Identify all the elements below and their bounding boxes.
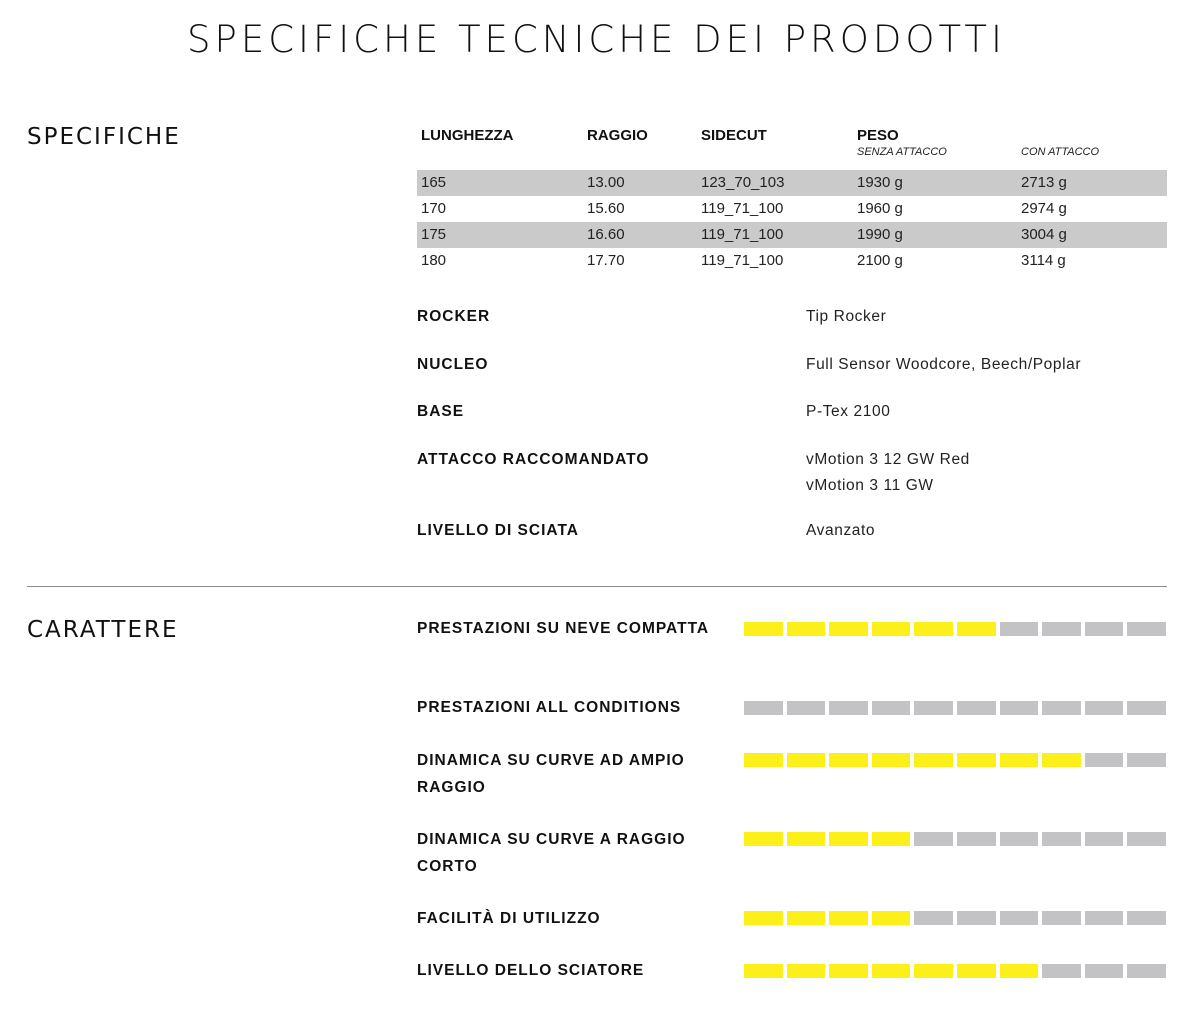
rating-segment bbox=[957, 622, 996, 636]
rating-segment bbox=[829, 753, 868, 767]
rating-segment bbox=[787, 701, 826, 715]
rating-segment bbox=[872, 701, 911, 715]
rating-segment bbox=[1000, 911, 1039, 925]
rating-segment bbox=[1042, 964, 1081, 978]
rating-segment bbox=[1085, 964, 1124, 978]
rating-segment bbox=[1127, 911, 1166, 925]
rating-segment bbox=[957, 753, 996, 767]
cell-peso-senza: 1960 g bbox=[857, 200, 903, 217]
rating-segment bbox=[914, 911, 953, 925]
table-row bbox=[417, 196, 1167, 222]
table-row bbox=[417, 248, 1167, 274]
section-title-carattere: CARATTERE bbox=[27, 617, 179, 643]
cell-peso-senza: 1990 g bbox=[857, 226, 903, 243]
prop-value-livello: Avanzato bbox=[806, 522, 876, 539]
rating-segment bbox=[1042, 832, 1081, 846]
rating-segment bbox=[787, 911, 826, 925]
rating-label-livello-sciatore: LIVELLO DELLO SCIATORE bbox=[417, 962, 645, 979]
rating-segment bbox=[1127, 964, 1166, 978]
header-senza-attacco: SENZA ATTACCO bbox=[857, 146, 947, 158]
rating-segment bbox=[1085, 911, 1124, 925]
rating-segment bbox=[1000, 701, 1039, 715]
rating-segment bbox=[1127, 753, 1166, 767]
cell-sidecut: 119_71_100 bbox=[701, 252, 784, 269]
cell-peso-senza: 2100 g bbox=[857, 252, 903, 269]
rating-bar-neve-compatta bbox=[744, 622, 1166, 636]
prop-value-attacco-1: vMotion 3 12 GW Red bbox=[806, 451, 970, 468]
cell-lunghezza: 165 bbox=[421, 174, 447, 191]
rating-segment bbox=[1042, 753, 1081, 767]
rating-segment bbox=[744, 832, 783, 846]
cell-peso-con: 3114 g bbox=[1021, 252, 1066, 269]
rating-segment bbox=[914, 622, 953, 636]
header-peso: PESO bbox=[857, 127, 899, 144]
rating-segment bbox=[1000, 832, 1039, 846]
rating-segment bbox=[744, 701, 783, 715]
header-con-attacco: CON ATTACCO bbox=[1021, 146, 1100, 158]
header-lunghezza: LUNGHEZZA bbox=[421, 127, 514, 144]
rating-segment bbox=[1085, 701, 1124, 715]
cell-sidecut: 123_70_103 bbox=[701, 174, 785, 191]
cell-raggio: 13.00 bbox=[587, 174, 625, 191]
rating-segment bbox=[1127, 622, 1166, 636]
table-row bbox=[417, 222, 1167, 248]
rating-segment bbox=[914, 701, 953, 715]
rating-segment bbox=[1085, 753, 1124, 767]
rating-segment bbox=[829, 964, 868, 978]
rating-segment bbox=[744, 911, 783, 925]
table-header bbox=[417, 124, 1167, 170]
rating-bar-facilita-utilizzo bbox=[744, 911, 1166, 925]
prop-value-rocker: Tip Rocker bbox=[806, 308, 887, 325]
cell-raggio: 16.60 bbox=[587, 226, 625, 243]
rating-label-curve-raggio-corto: DINAMICA SU CURVE A RAGGIO CORTO bbox=[417, 831, 686, 875]
section-title-specifiche: SPECIFICHE bbox=[27, 124, 181, 150]
page-title: SPECIFICHE TECNICHE DEI PRODOTTI bbox=[187, 18, 1006, 61]
rating-segment bbox=[1127, 832, 1166, 846]
rating-segment bbox=[829, 701, 868, 715]
rating-bar-curve-raggio-corto bbox=[744, 832, 1166, 846]
table-row bbox=[417, 170, 1167, 196]
rating-segment bbox=[914, 964, 953, 978]
prop-label-nucleo: NUCLEO bbox=[417, 356, 489, 373]
cell-raggio: 15.60 bbox=[587, 200, 625, 217]
prop-value-attacco-2: vMotion 3 11 GW bbox=[806, 477, 934, 494]
rating-segment bbox=[1042, 701, 1081, 715]
rating-segment bbox=[744, 753, 783, 767]
prop-value-base: P-Tex 2100 bbox=[806, 403, 891, 420]
rating-segment bbox=[872, 622, 911, 636]
rating-segment bbox=[914, 832, 953, 846]
rating-label-neve-compatta: PRESTAZIONI SU NEVE COMPATTA bbox=[417, 620, 710, 637]
rating-segment bbox=[744, 964, 783, 978]
rating-segment bbox=[1042, 911, 1081, 925]
rating-segment bbox=[1127, 701, 1166, 715]
rating-segment bbox=[957, 832, 996, 846]
rating-segment bbox=[1000, 622, 1039, 636]
cell-peso-con: 2974 g bbox=[1021, 200, 1067, 217]
rating-segment bbox=[1042, 622, 1081, 636]
rating-segment bbox=[787, 622, 826, 636]
rating-label-curve-ampio-raggio: DINAMICA SU CURVE AD AMPIO RAGGIO bbox=[417, 752, 685, 796]
rating-label-facilita-utilizzo: FACILITÀ DI UTILIZZO bbox=[417, 910, 601, 927]
rating-segment bbox=[829, 911, 868, 925]
rating-bar-curve-ampio-raggio bbox=[744, 753, 1166, 767]
rating-segment bbox=[957, 911, 996, 925]
cell-lunghezza: 170 bbox=[421, 200, 447, 217]
rating-segment bbox=[787, 964, 826, 978]
rating-segment bbox=[957, 701, 996, 715]
rating-bar-all-conditions bbox=[744, 701, 1166, 715]
cell-sidecut: 119_71_100 bbox=[701, 226, 784, 243]
rating-segment bbox=[957, 964, 996, 978]
rating-segment bbox=[787, 753, 826, 767]
rating-segment bbox=[1000, 964, 1039, 978]
rating-segment bbox=[1000, 753, 1039, 767]
cell-sidecut: 119_71_100 bbox=[701, 200, 784, 217]
section-divider bbox=[27, 586, 1167, 587]
rating-segment bbox=[829, 622, 868, 636]
rating-segment bbox=[872, 911, 911, 925]
cell-peso-con: 3004 g bbox=[1021, 226, 1067, 243]
cell-lunghezza: 175 bbox=[421, 226, 447, 243]
prop-label-base: BASE bbox=[417, 403, 465, 420]
prop-label-rocker: ROCKER bbox=[417, 308, 491, 325]
cell-peso-senza: 1930 g bbox=[857, 174, 903, 191]
rating-segment bbox=[1085, 622, 1124, 636]
prop-label-attacco: ATTACCO RACCOMANDATO bbox=[417, 451, 650, 468]
header-raggio: RAGGIO bbox=[587, 127, 648, 144]
cell-lunghezza: 180 bbox=[421, 252, 447, 269]
rating-segment bbox=[872, 753, 911, 767]
rating-segment bbox=[787, 832, 826, 846]
rating-segment bbox=[829, 832, 868, 846]
spec-table bbox=[417, 124, 1167, 274]
header-sidecut: SIDECUT bbox=[701, 127, 767, 144]
prop-label-livello: LIVELLO DI SCIATA bbox=[417, 522, 579, 539]
cell-raggio: 17.70 bbox=[587, 252, 625, 269]
rating-segment bbox=[744, 622, 783, 636]
rating-segment bbox=[872, 832, 911, 846]
cell-peso-con: 2713 g bbox=[1021, 174, 1067, 191]
rating-segment bbox=[1085, 832, 1124, 846]
rating-bar-livello-sciatore bbox=[744, 964, 1166, 978]
prop-value-nucleo: Full Sensor Woodcore, Beech/Poplar bbox=[806, 356, 1082, 373]
rating-label-all-conditions: PRESTAZIONI ALL CONDITIONS bbox=[417, 699, 682, 716]
rating-segment bbox=[872, 964, 911, 978]
rating-segment bbox=[914, 753, 953, 767]
